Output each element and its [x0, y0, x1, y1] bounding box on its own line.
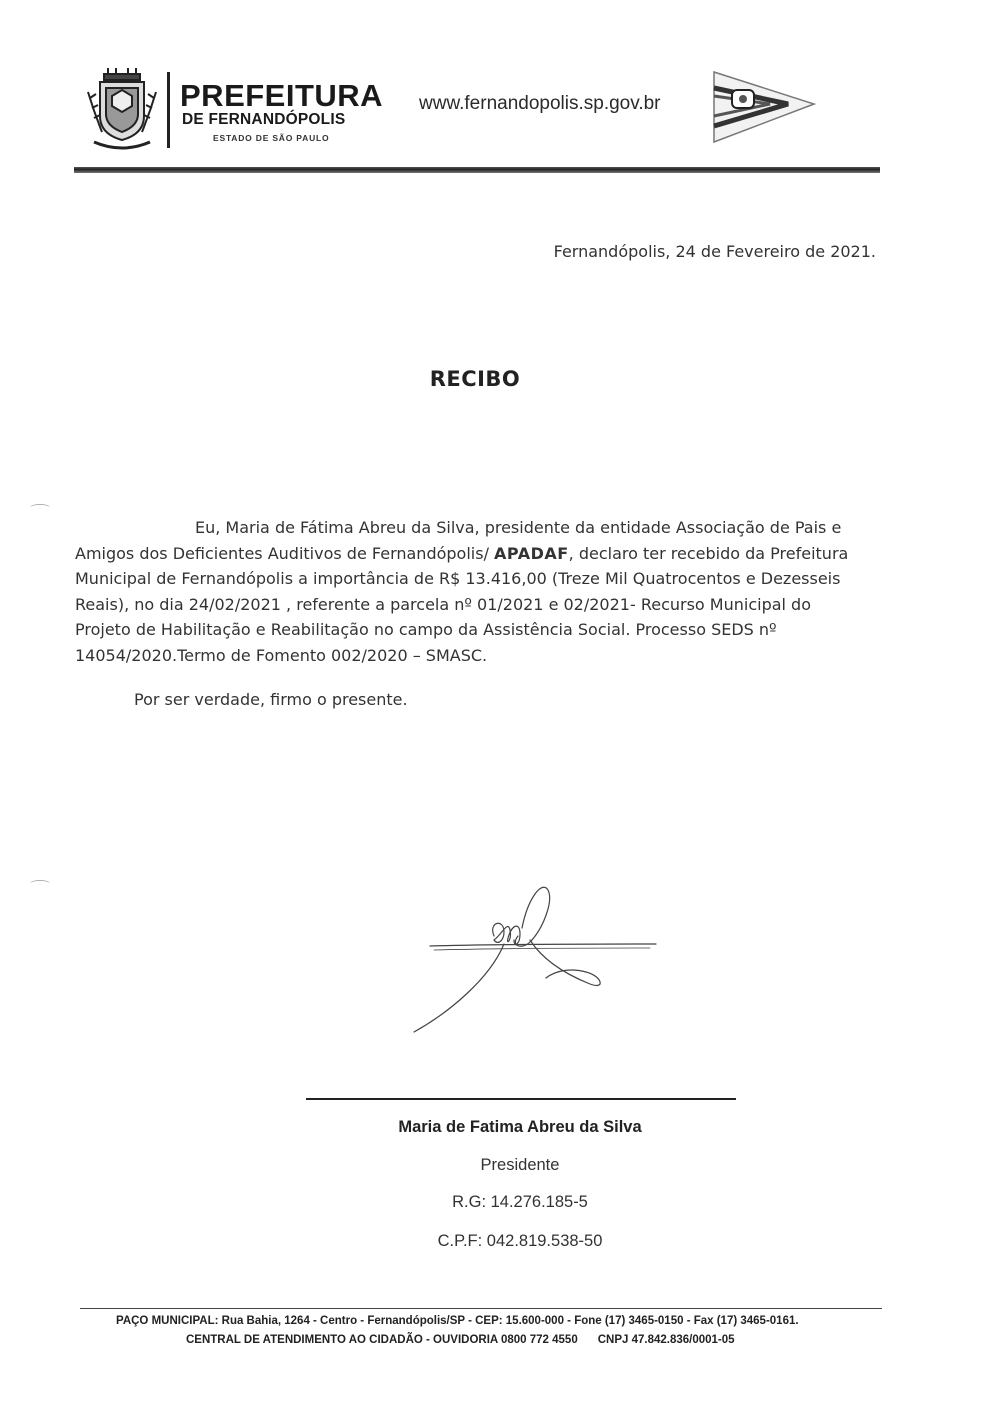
signature-line [306, 1098, 736, 1100]
footer-contact [186, 1335, 735, 1347]
org-city: DE FERNANDÓPOLIS [182, 111, 346, 128]
footer-rule [80, 1308, 882, 1309]
org-name: PREFEITURA [180, 78, 384, 113]
signatory-name: Maria de Fatima Abreu da Silva [398, 1118, 642, 1136]
header-divider [167, 72, 170, 148]
receipt-body-part2: , declaro ter recebido da Prefeitura Municipal de Fernandópolis a importância de R$ 13.416,00 (Treze Mil Quatrocentos e Dezesseis Reais), no dia 24/02/2021 , referente a parcela nº 01/2021 e 02/2021- Recurso Municipal do Projeto de Habilitação e Reabilitação no campo da Assistência Social. Processo SEDS nº 14054/2020.Termo de Fomento 002/2020 – SMASC. [75, 543, 849, 665]
receipt-body-part1: Eu, Maria de Fátima Abreu da Silva, presidente da entidade Associação de Pais e Amigos dos Deficientes Auditivos de Fernandópolis/ [75, 518, 842, 563]
scan-mark [30, 880, 50, 887]
document-date: Fernandópolis, 24 de Fevereiro de 2021. [553, 242, 876, 261]
municipal-coat-of-arms-icon [86, 68, 158, 152]
scan-mark [30, 504, 50, 511]
handwritten-signature [410, 878, 670, 1038]
footer-address [116, 1316, 799, 1328]
closing-statement: Por ser verdade, firmo o presente. [134, 690, 408, 709]
entity-acronym: APADAF [494, 543, 569, 563]
signatory-role: Presidente [480, 1156, 560, 1174]
footer-cnpj: CNPJ 47.842.836/0001-05 [597, 1334, 735, 1346]
signatory-cpf: C.P.F: 042.819.538-50 [437, 1232, 603, 1250]
document-title: RECIBO [429, 367, 521, 391]
receipt-body [75, 515, 865, 669]
website-link[interactable]: www.fernandopolis.sp.gov.br [419, 93, 661, 114]
municipal-flag-icon [708, 66, 820, 146]
header-rule [74, 167, 880, 173]
footer-ombudsman: CENTRAL DE ATENDIMENTO AO CIDADÃO - OUVIDORIA 0800 772 4550 [186, 1334, 578, 1346]
footer-address-text: Rua Bahia, 1264 - Centro - Fernandópolis/SP - CEP: 15.600-000 - Fone (17) 3465-0150 - Fax (17) 3465-0161. [218, 1315, 799, 1327]
org-state: ESTADO DE SÃO PAULO [213, 133, 330, 143]
signatory-rg: R.G: 14.276.185-5 [452, 1193, 588, 1211]
footer-address-label: PAÇO MUNICIPAL: [116, 1315, 219, 1327]
